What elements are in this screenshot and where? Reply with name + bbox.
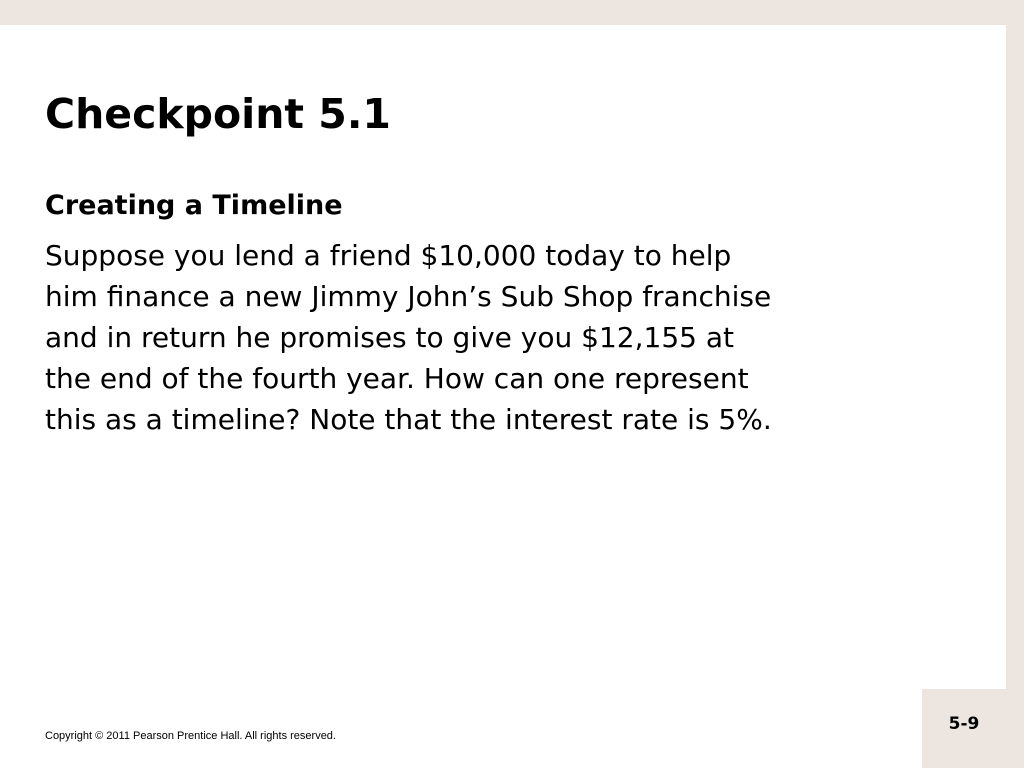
slide-body-text	[45, 235, 995, 440]
body-text-line: this as a timeline? Note that the interest rate is 5%.	[45, 403, 772, 436]
body-text-line: and in return he promises to give you $12,155 at	[45, 321, 734, 354]
slide-subtitle: Creating a Timeline	[45, 190, 343, 221]
page-number: 5-9	[948, 714, 980, 734]
slide-title: Checkpoint 5.1	[45, 90, 391, 138]
body-text-line: the end of the fourth year. How can one represent	[45, 362, 749, 395]
copyright-notice: Copyright © 2011 Pearson Prentice Hall. All rights reserved.	[45, 730, 336, 742]
body-text-line: him finance a new Jimmy John’s Sub Shop franchise	[45, 280, 772, 313]
page-number-box	[922, 689, 1006, 768]
body-text-line: Suppose you lend a friend $10,000 today to help	[45, 239, 732, 272]
